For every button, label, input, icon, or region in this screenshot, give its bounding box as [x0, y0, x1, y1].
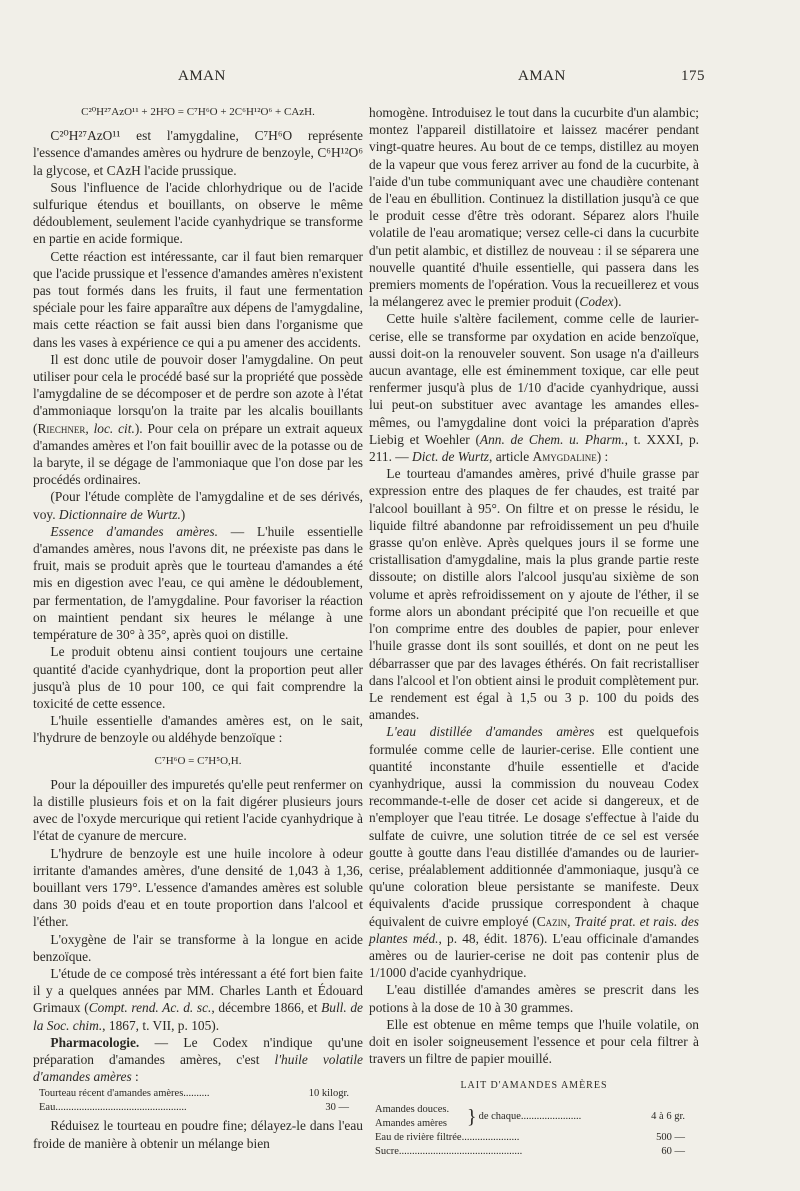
page-number: 175 — [681, 68, 705, 84]
section-title: L'eau distillée d'amandes amères — [386, 724, 595, 740]
author-name: Riechner — [37, 420, 86, 436]
paragraph: L'hydrure de benzoyle est une huile incolore à odeur irritante d'amandes amères, d'une densité de 1,043 à 1,36, bouillant vers 179°. L'essence d'amandes amères est soluble dans 30 poids d'eau et en toute proportion dans l'alcool et l'éther. — [33, 845, 363, 930]
paragraph: Sous l'influence de l'acide chlorhydrique ou de l'acide sulfurique étendus et bouillants, on observe le même dédoublement, seulement l'acide cyanhydrique se transforme en partie en acide formique. — [33, 179, 363, 247]
left-running-head: AMAN — [178, 68, 226, 84]
right-running-head: AMAN — [518, 68, 566, 84]
paragraph: L'oxygène de l'air se transforme à la longue en acide benzoïque. — [33, 931, 363, 964]
recipe-table — [39, 1087, 363, 1115]
paragraph: L'étude de ce composé très intéressant a été fort bien faite il y a quelques années par MM. Charles Lanth et Édouard Grimaux (Compt. rend. Ac. d. sc., décembre 1866, et Bull. de la Soc. chim., 1867, t. VII, p. 105). — [33, 965, 363, 1033]
paragraph: (Pour l'étude complète de l'amygdaline et de ses dérivés, voy. Dictionnaire de Wurtz.) — [33, 489, 363, 522]
paragraph: Le produit obtenu ainsi contient toujours une certaine quantité d'acide cyanhydrique, dont la proportion peut aller jusqu'à plus de 10 pour 100, ce qui fait comprendre la toxicité de cette essence. — [33, 644, 363, 711]
table-title: LAIT D'AMANDES AMÈRES — [460, 1080, 608, 1092]
reaction-formula: C²⁰H²⁷AzO¹¹ + 2H²O = C⁷H⁶O + 2C⁶H¹²O⁶ + CAzH. — [81, 106, 315, 118]
recipe-row: Sucre............................................... 60 — — [375, 1145, 685, 1157]
left-column — [33, 100, 363, 1152]
paragraph: Cette réaction est intéressante, car il faut bien remarquer que l'acide prussique et l'essence d'amandes amères n'existent pas tout formés dans les fruits, il faut une fermentation spéciale pour les faire apparaître aux dépens de l'amygdaline, mais cette réaction se fait aussi bien dans l'organisme que dans les vases à expérience ce qui a pu amener des accidents. — [33, 248, 363, 350]
benzoyl-formula: C⁷H⁶O = C⁷H⁵O,H. — [154, 754, 242, 767]
paragraph: C²⁰H²⁷AzO¹¹ est l'amygdaline, C⁷H⁶O représente l'essence d'amandes amères ou hydrure de benzoyle, C⁶H¹²O⁶ la glycose, et CAzH l'acide prussique. — [33, 128, 363, 178]
fraction: 1/10 — [517, 380, 542, 396]
paragraph: Pharmacologie. — Le Codex n'indique qu'une préparation d'amandes amères, c'est l'huile volatile d'amandes amères : — [33, 1034, 363, 1085]
paragraph: homogène. Introduisez le tout dans la cucurbite d'un alambic; montez l'appareil distillatoire et laissez macérer pendant vingt-quatre heures. Au bout de ce temps, distillez au moyen de la vapeur que vous ferez arriver au fond de la cucurbite, à l'aide d'un tube communiquant avec une chaudière contenant de l'eau en ébullition. Continuez la distillation jusqu'à ce que le produit cesse d'être très odorant. Séparez alors l'huile volatile de l'eau aromatique; versez celle-ci dans la cucurbite d'un petit alambic, et distillez de nouveau : il se séparera une nouvelle quantité d'huile essentielle, qui passera dans les premiers moments de l'opération. Vous la recueillerez et vous la mélangerez avec le premier produit (Codex). — [369, 105, 699, 310]
recipe-row: Eau de rivière filtrée...................... 500 — — [375, 1131, 685, 1143]
paragraph: Pour la dépouiller des impuretés qu'elle peut renfermer on la distille plusieurs fois et on la fait digérer plusieurs jours avec de l'oxyde mercurique qui retient l'acide cyanhydrique à l'état de cyanure de mercure. — [33, 776, 363, 844]
paragraph: Essence d'amandes amères. — L'huile essentielle d'amandes amères, nous l'avons dit, ne préexiste pas dans le fruit, mais se produit après que le tourteau d'amandes a été mis en digestion avec l'eau, ce qui amène le dédoublement, par fermentation, de l'amygdaline. Pour favoriser la réaction on maintient pendant six heures le mélange à une température de 30° à 35°, après quoi on distille. — [33, 523, 363, 643]
paragraph: L'huile essentielle d'amandes amères est, on le sait, l'hydrure de benzoyle ou aldéhyde benzoïque : — [33, 713, 363, 746]
paragraph: Il est donc utile de pouvoir doser l'amygdaline. On peut utiliser pour cela le procédé basé sur la propriété que possède l'amygdaline de se décomposer et de perdre son azote à l'état d'ammoniaque lorsqu'on la traite par les alcalis bouillants (Riechner, loc. cit.). Pour cela on prépare un extrait aqueux d'amandes amères et l'on fait bouillir avec de la potasse ou de la baryte, il se dégage de l'ammoniaque que l'on dose par les procédés ordinaires. — [33, 351, 363, 488]
reference: Dictionnaire de Wurtz. — [58, 506, 181, 522]
recipe-row: Tourteau récent d'amandes amères.......... 10 kilogr. — [39, 1088, 349, 1100]
milk-recipe-table — [375, 1103, 699, 1159]
paragraph: Cette huile s'altère facilement, comme celle de laurier-cerise, elle se transforme par oxydation en acide benzoïque, aussi doit-on la renouveler souvent. Son usage n'a d'ailleurs aucun avantage, elle est éminemment toxique, car elle peut renfermer jusqu'à plus de 1/10 d'acide cyanhydrique, aussi lui peut-on substituer avec avantage les amandes elles-mêmes, ou l'amygdaline dont voici la préparation d'après Liebig et Woehler (Ann. de Chem. u. Pharm., t. XXXI, p. 211. — Dict. de Wurtz, article Amygdaline) : — [369, 311, 699, 465]
recipe-row: Amandes douces. Amandes amères } de chaque....................... 4 à 6 gr. — [375, 1103, 685, 1129]
section-title: Essence d'amandes amères. — [50, 523, 218, 539]
paragraph: L'eau distillée d'amandes amères est quelquefois formulée comme celle de laurier-cerise. Elle contient une quantité inconstante d'huile essentielle et d'acide cyanhydrique, aussi la commission du nouveau Codex recommande-t-elle de doser cet acide si dangereux, et de n'employer que l'eau titrée. Le dosage s'effectue à l'aide du sulfate de cuivre, une solution titrée de ce sel est versée goutte à goutte dans l'eau distillée d'amandes ou de laurier-cerise, préalablement additionnée d'ammoniaque, jusqu'à ce qu'une coloration bleue persistante se manifeste. Deux équivalents d'acide prussique correspondent à chaque équivalent de cuivre employé (Cazin, Traité prat. et rais. des plantes méd., p. 48, édit. 1876). L'eau officinale d'amandes amères ou de laurier-cerise ne doit pas contenir plus de 1/1000 d'acide cyanhydrique. — [369, 724, 699, 981]
right-column — [369, 104, 699, 1161]
paragraph: L'eau distillée d'amandes amères se prescrit dans les potions à la dose de 10 à 30 grammes. — [369, 982, 699, 1015]
recipe-row: Eau.................................................. 30 — — [39, 1102, 349, 1114]
paragraph: Réduisez le tourteau en poudre fine; délayez-le dans l'eau froide de manière à obtenir un mélange bien — [33, 1118, 363, 1151]
paragraph: Elle est obtenue en même temps que l'huile volatile, on doit en isoler soigneusement l'essence et pour cela filtrer à travers un filtre de papier mouillé. — [369, 1016, 699, 1067]
fraction: 1/1000 — [369, 965, 407, 981]
paragraph: Le tourteau d'amandes amères, privé d'huile grasse par expression entre des plaques de fer chaudes, est traité par l'alcool bouillant à 95°. On filtre et on presse le résidu, le liquide filtré abandonne par refroidissement un peu d'huile grasse qu'on enlève. Après quelques jours il se forme une cristallisation d'amygdaline, mais la plus grande partie reste dissoute; on distille alors l'alcool jusqu'au sixième de son volume et après refroidissement on y ajoute de l'éther, il se forme alors un abondant précipité que l'on recueille et que l'on comprime entre des doubles de papier, pour enlever l'huile grasse dont ils sont souillés, et dont on ne peut les débarrasser que par des lavages éthérés. On fait recristalliser dans l'alcool et l'on obtient ainsi le produit complètement pur. Le rendement est égal à 1,5 ou 3 p. 100 du poids des amandes. — [369, 466, 699, 723]
section-title: Pharmacologie. — [50, 1034, 140, 1050]
